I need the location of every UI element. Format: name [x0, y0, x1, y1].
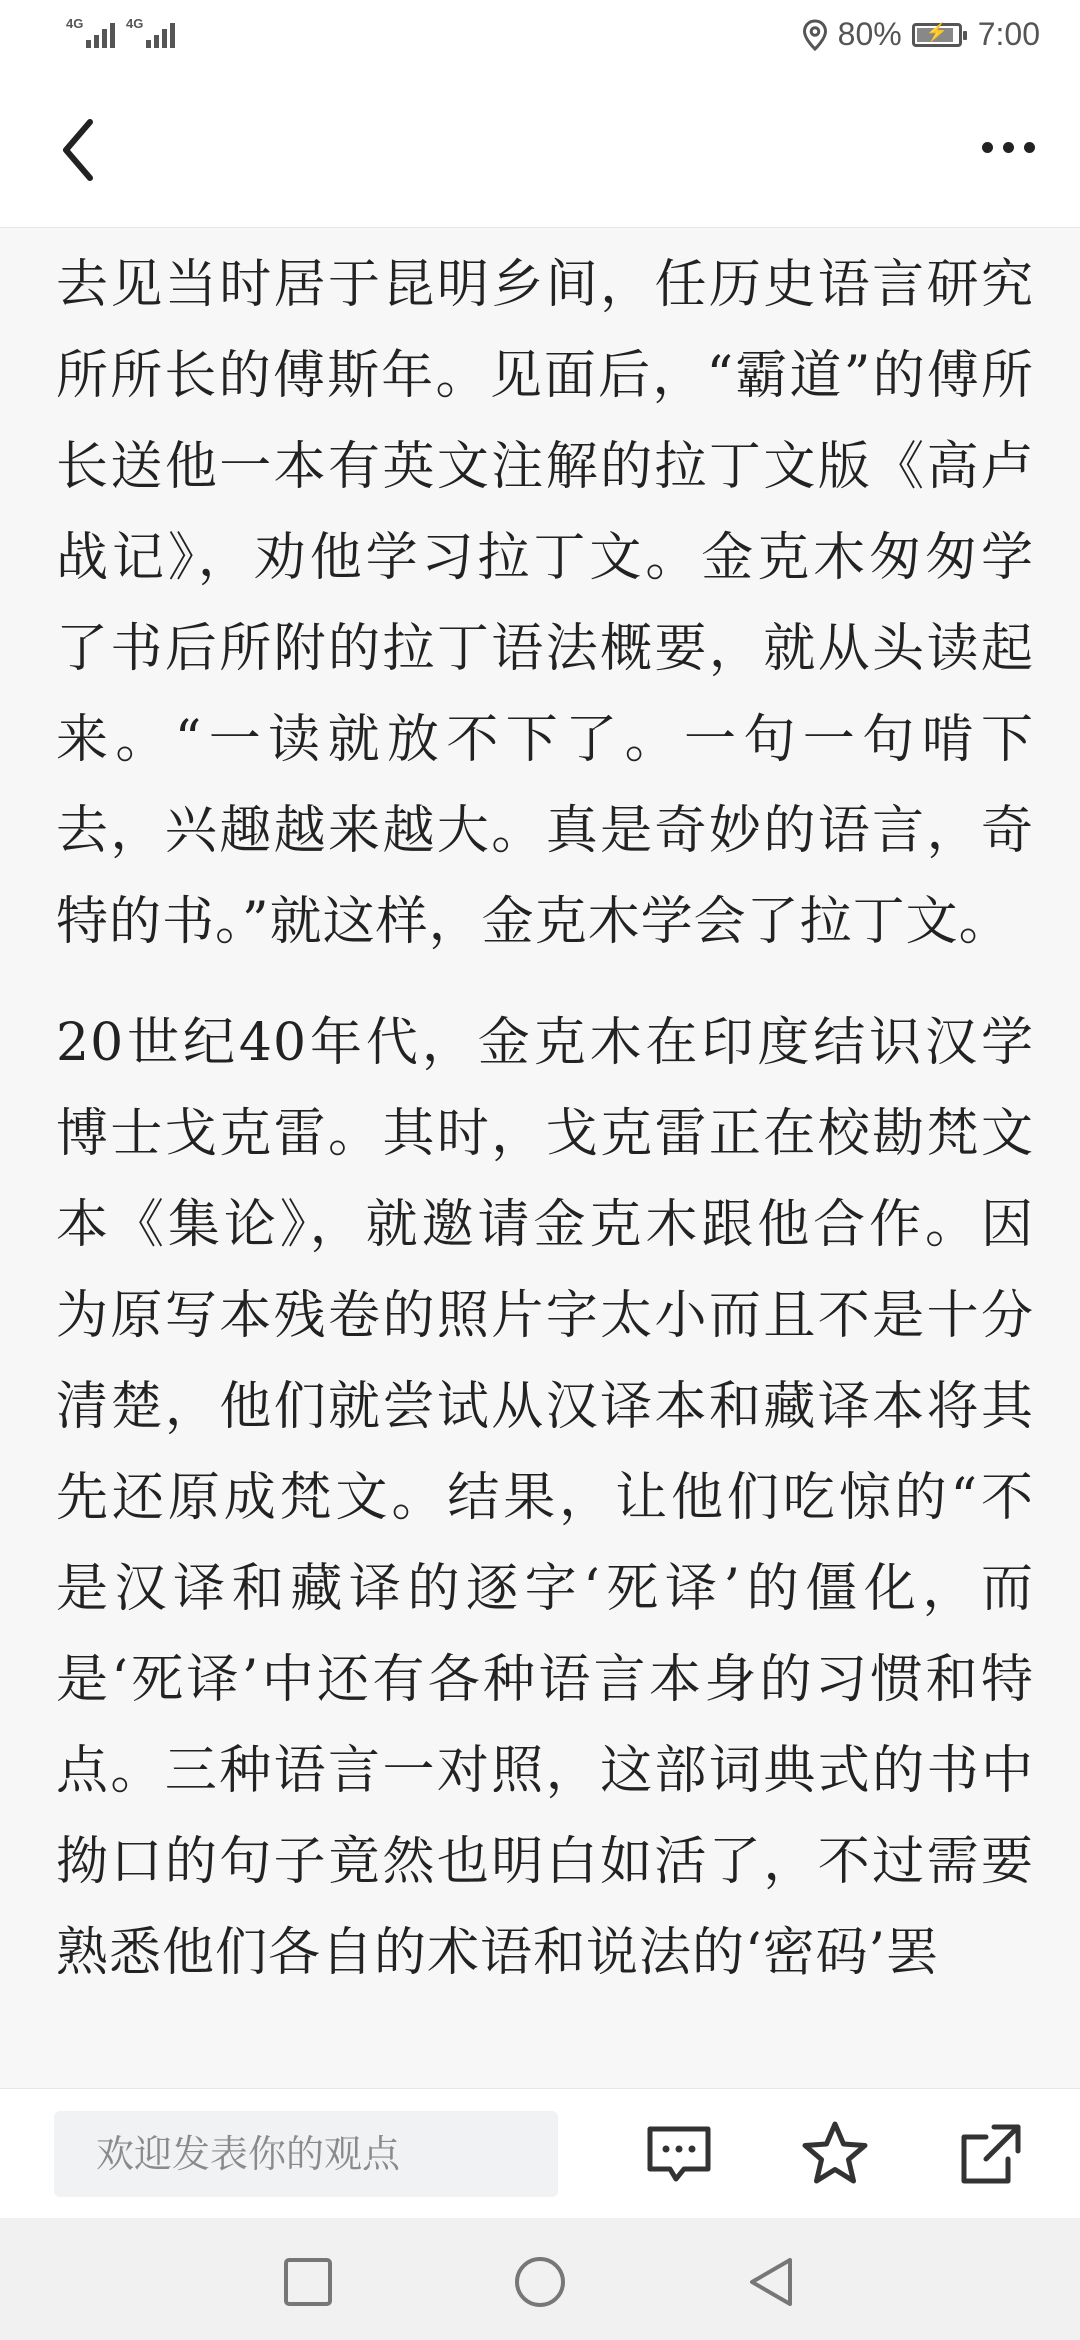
- share-button[interactable]: [956, 2119, 1026, 2189]
- favorite-button[interactable]: [800, 2119, 870, 2189]
- system-back-button[interactable]: [744, 2254, 800, 2310]
- battery-percent: 80%: [837, 16, 902, 52]
- comment-input[interactable]: [54, 2111, 558, 2197]
- article-body: [56, 240, 1034, 2088]
- signal-type-label: 4G: [126, 16, 144, 31]
- clock: 7:00: [977, 16, 1040, 52]
- chevron-left-icon: [48, 110, 118, 190]
- comment-icon: [644, 2119, 714, 2189]
- signal-icon: [126, 18, 175, 48]
- recent-apps-button[interactable]: [280, 2254, 336, 2310]
- comment-button[interactable]: [644, 2119, 714, 2189]
- location-icon: [802, 19, 828, 51]
- article-paragraph: 20世纪40年代，金克木在印度结识汉学博士戈克雷。其时，戈克雷正在校勘梵文本《集论》，就邀请金克木跟他合作。因为原写本残卷的照片字太小而且不是十分清楚，他们就尝试从汉译本和藏译本将其先还原成梵文。结果，让他们吃惊的“不是汉译和藏译的逐字‘死译’的僵化，而是‘死译’中还有各种语言本身的习惯和特点。三种语言一对照，这部词典式的书中拗口的句子竟然也明白如活了，不过需要熟悉他们各自的术语和说法的‘密码’罢: [56, 1013, 1034, 1983]
- signal-type-label: 4G: [66, 16, 84, 31]
- signal-icon: [66, 18, 115, 48]
- comment-bar: [0, 2088, 1080, 2219]
- more-horizontal-icon: [1024, 142, 1035, 153]
- more-button[interactable]: [968, 122, 1048, 172]
- status-right-group: [802, 16, 1040, 53]
- back-triangle-icon: [744, 2254, 800, 2310]
- star-icon: [800, 2119, 870, 2189]
- status-bar: [0, 0, 1080, 72]
- top-nav: [0, 72, 1080, 228]
- battery-charging-icon: ⚡: [912, 23, 962, 47]
- system-nav-bar: [0, 2218, 1080, 2340]
- more-horizontal-icon: [1003, 142, 1014, 153]
- more-horizontal-icon: [982, 142, 993, 153]
- article-paragraph: 去见当时居于昆明乡间，任历史语言研究所所长的傅斯年。见面后，“霸道”的傅所长送他一本有英文注解的拉丁文版《高卢战记》，劝他学习拉丁文。金克木匆匆学了书后所附的拉丁语法概要，就从头读起来。“一读就放不下了。一句一句啃下去，兴趣越来越大。真是奇妙的语言，奇特的书。”就这样，金克木学会了拉丁文。: [56, 255, 1034, 952]
- recent-apps-icon: [280, 2254, 336, 2310]
- back-button[interactable]: [48, 110, 118, 190]
- home-icon: [512, 2254, 568, 2310]
- home-button[interactable]: [512, 2254, 568, 2310]
- share-icon: [956, 2119, 1026, 2189]
